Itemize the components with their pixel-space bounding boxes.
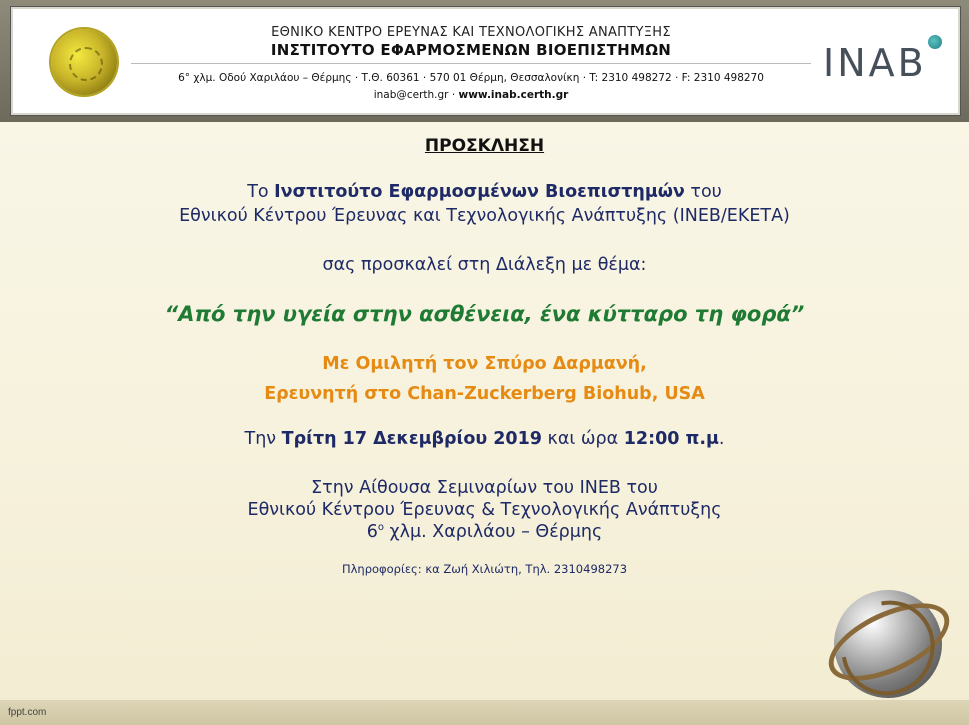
footer-credit: fppt.com — [8, 707, 47, 718]
invitation-text: σας προσκαλεί στη Διάλεξη με θέμα: — [322, 255, 647, 275]
date-mid: και ώρα — [541, 429, 624, 449]
inab-logo-dot-icon — [928, 35, 942, 49]
org-prefix: Το — [247, 182, 275, 202]
header-divider — [131, 63, 811, 64]
event-time: 12:00 π.μ — [623, 429, 719, 449]
org-institute-name: Ινστιτούτο Εφαρμοσμένων Βιοεπιστημών — [274, 182, 685, 202]
header-frame — [0, 0, 969, 122]
venue-line-2: Εθνικού Κέντρου Έρευνας & Τεχνολογικής Ανάπτυξης — [247, 500, 722, 520]
speaker-affiliation: Ερευνητή στο Chan-Zuckerberg Biohub, USA — [264, 384, 705, 404]
venue-road: χλμ. Χαριλάου – Θέρμης — [383, 522, 603, 542]
org-suffix: του — [684, 182, 722, 202]
invitation-body — [0, 122, 969, 700]
date-suffix: . — [718, 429, 725, 449]
speaker-name: Με Ομιλητή τον Σπύρο Δαρμανή, — [322, 354, 647, 374]
header-website: www.inab.certh.gr — [458, 89, 569, 101]
venue-line-1: Στην Αίθουσα Σεμιναρίων του ΙΝΕΒ του — [311, 478, 658, 498]
contact-info: Πληροφορίες: κα Ζωή Χιλιώτη, Τηλ. 2310498273 — [341, 562, 628, 576]
header-separator: · — [448, 89, 459, 101]
organization-line-2: Εθνικού Κέντρου Έρευνας και Τεχνολογικής Ανάπτυξης (ΙΝΕΒ/ΕΚΕΤΑ) — [179, 206, 790, 226]
header-contact — [126, 89, 816, 101]
lecture-topic: “Από την υγεία στην ασθένεια, ένα κύτταρο τη φορά” — [164, 302, 805, 326]
venue-km-number: 6 — [366, 522, 378, 542]
invitation-title: ΠΡΟΣΚΛΗΣΗ — [424, 136, 545, 156]
organization-line-1 — [0, 182, 969, 202]
event-datetime — [0, 429, 969, 449]
footer-bar — [0, 700, 969, 725]
inab-logo: INAB — [823, 41, 927, 85]
header-email: inab@certh.gr — [373, 89, 449, 101]
certh-seal-logo — [51, 29, 117, 95]
event-date: Τρίτη 17 Δεκεμβρίου 2019 — [281, 429, 542, 449]
header-address: 6° χλμ. Οδού Χαριλάου – Θέρμης · Τ.Θ. 60361 · 570 01 Θέρμη, Θεσσαλονίκη · T: 2310 498272 · F: 2310 498270 — [178, 72, 764, 84]
header-institute: ΙΝΣΤΙΤΟΥΤΟ ΕΦΑΡΜΟΣΜΕΝΩΝ ΒΙΟΕΠΙΣΤΗΜΩΝ — [270, 41, 672, 59]
venue-km-sup: ο — [377, 522, 384, 534]
date-prefix: Την — [244, 429, 282, 449]
venue-line-3 — [0, 522, 969, 542]
header-organization: ΕΘΝΙΚΟ ΚΕΝΤΡΟ ΕΡΕΥΝΑΣ ΚΑΙ ΤΕΧΝΟΛΟΓΙΚΗΣ ΑΝΑΠΤΥΞΗΣ — [271, 25, 671, 40]
letterhead — [10, 6, 961, 116]
